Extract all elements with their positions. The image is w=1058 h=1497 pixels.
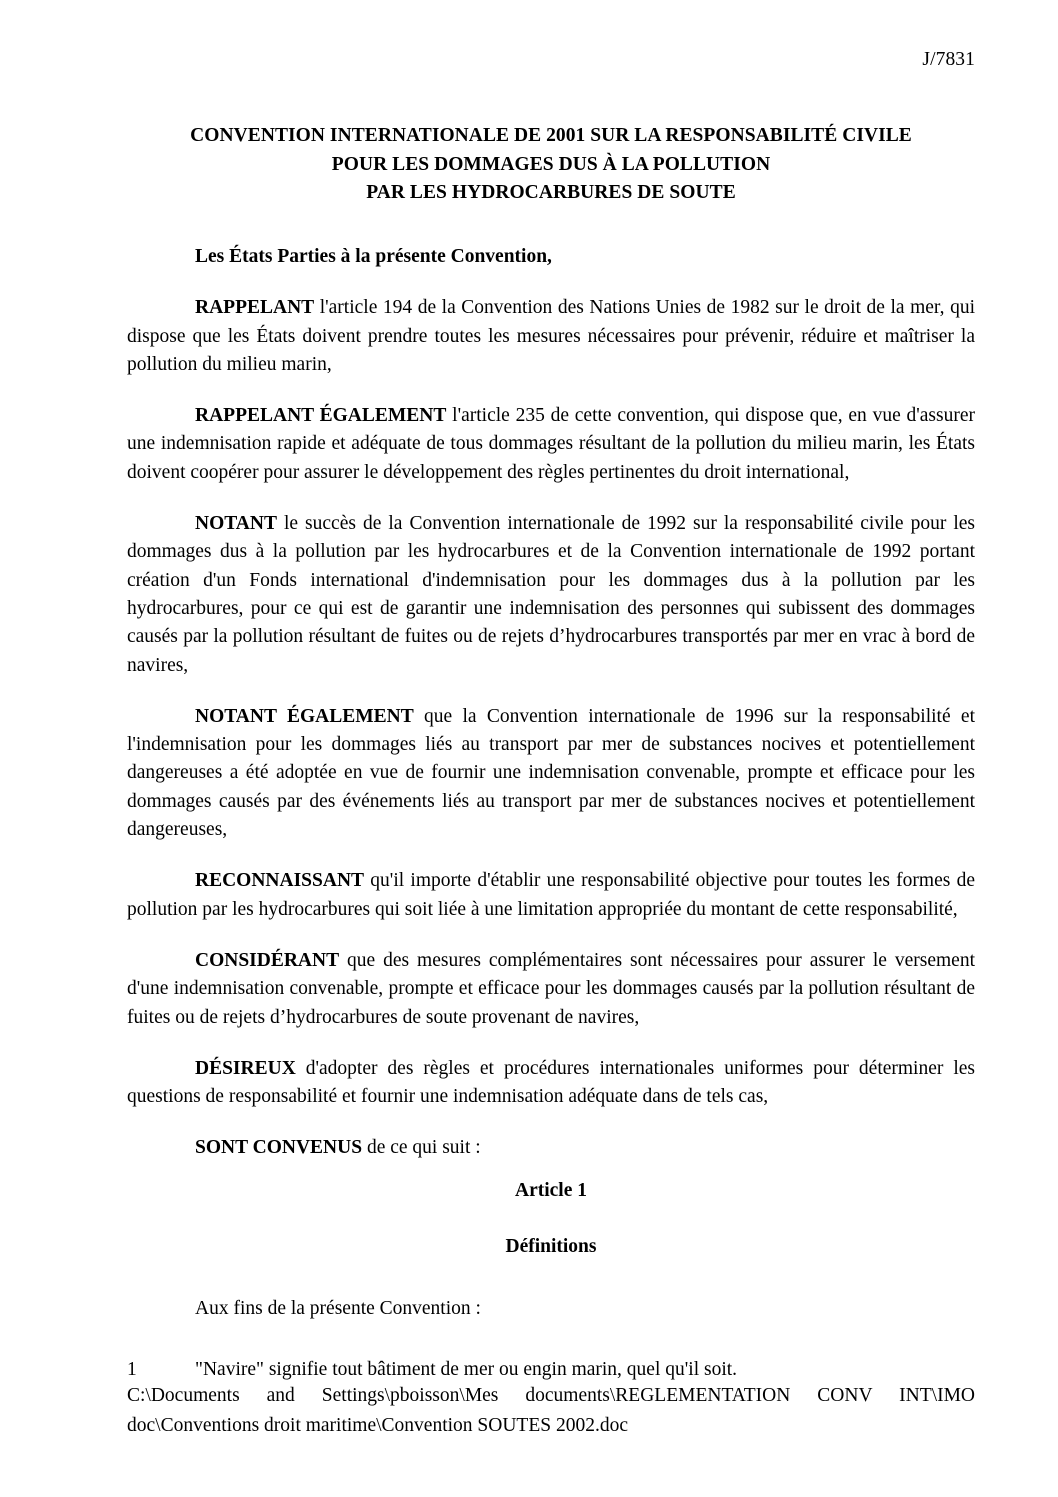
article-subheading: Définitions	[505, 1236, 597, 1258]
paragraph-lead-rappelant: RAPPELANT	[195, 297, 315, 319]
document-title-line-2: POUR LES DOMMAGES DUS À LA POLLUTION	[331, 153, 771, 175]
definition-text: "Navire" signifie tout bâtiment de mer ou engin marin, quel qu'il soit.	[195, 1358, 738, 1380]
paragraph-lead-reconnaissant: RECONNAISSANT	[195, 870, 365, 892]
paragraph-text-considerant: que des mesures complémentaires sont nécessaires pour assurer le versement d'une indemnisation convenable, prompte et efficace pour les dommages causés par la pollution résultant de fuites ou de rejets d’hydrocarbures de soute provenant de navires,	[127, 949, 975, 1028]
preamble-paragraph-rappelant-egalement	[127, 402, 975, 487]
preamble-paragraph-reconnaissant	[127, 867, 975, 924]
paragraph-text-rappelant-egalement: l'article 235 de cette convention, qui dispose que, en vue d'assurer une indemnisation rapide et adéquate de tous dommages résultant de la pollution du milieu marin, les États doivent coopérer pour assurer le développement des règles pertinentes du droit international,	[127, 405, 975, 483]
preamble-paragraph-rappelant	[127, 294, 975, 379]
paragraph-text-rappelant: l'article 194 de la Convention des Nations Unies de 1982 sur le droit de la mer, qui dispose que les États doivent prendre toutes les mesures nécessaires pour prévenir, réduire et maîtriser la pollution du milieu marin,	[127, 297, 975, 375]
preamble-paragraph-desireux	[127, 1055, 975, 1112]
paragraph-text-sont-convenus: de ce qui suit :	[362, 1137, 481, 1159]
document-title-line-3: PAR LES HYDROCARBURES DE SOUTE	[366, 182, 736, 203]
paragraph-text-notant: le succès de la Convention internationale de 1992 sur la responsabilité civile pour les dommages dus à la pollution par les hydrocarbures et de la Convention internationale de 1992 portant création d'un Fonds international d'indemnisation pour les dommages dus à la pollution par les hydrocarbures, pour ce qui est de garantir une indemnisation des personnes qui subissent des dommages causés par la pollution résultant de fuites ou de rejets d’hydrocarbures transportés par mer en vrac à bord de navires,	[127, 513, 975, 676]
preamble-paragraph-notant-egalement	[127, 703, 975, 844]
footer-path-line-2: doc\Conventions droit maritime\Convention SOUTES 2002.doc	[127, 1415, 629, 1436]
article-section	[127, 1177, 975, 1384]
article-intro-line: Aux fins de la présente Convention :	[195, 1297, 481, 1319]
paragraph-lead-considerant: CONSIDÉRANT	[195, 949, 340, 971]
paragraph-lead-sont-convenus: SONT CONVENUS	[195, 1137, 363, 1159]
paragraph-text-reconnaissant: qu'il importe d'établir une responsabilité objective pour toutes les formes de pollution par les hydrocarbures qui soit liée à une limitation appropriée du montant de cette responsabilité,	[127, 870, 975, 920]
definition-number: 1	[127, 1358, 137, 1380]
document-footer-path	[127, 1381, 975, 1441]
paragraph-lead-rappelant-egalement: RAPPELANT ÉGALEMENT	[195, 405, 447, 427]
preamble-body	[127, 243, 975, 1163]
preamble-paragraph-sont-convenus	[127, 1134, 975, 1162]
paragraph-lead-notant-egalement: NOTANT ÉGALEMENT	[195, 705, 414, 727]
paragraph-lead-notant: NOTANT	[195, 513, 277, 535]
document-title-line-1: CONVENTION INTERNATIONALE DE 2001 SUR LA RESPONSABILITÉ CIVILE	[190, 125, 912, 146]
definition-item	[127, 1356, 975, 1384]
paragraph-text-notant-egalement: que la Convention internationale de 1996 sur la responsabilité et l'indemnisation pour les dommages liés au transport par mer de substances nocives et potentiellement dangereuses a été adoptée en vue de fournir une indemnisation convenable, prompte et efficace pour les dommages causés par des événements liés au transport par mer de substances nocives et potentiellement dangereuses,	[127, 705, 975, 841]
paragraph-text-desireux: d'adopter des règles et procédures internationales uniformes pour déterminer les questions de responsabilité et fournir une indemnisation adéquate dans de tels cas,	[127, 1057, 975, 1108]
document-title	[127, 122, 975, 208]
preamble-opening-line: Les États Parties à la présente Convention,	[195, 246, 552, 267]
preamble-paragraph-considerant	[127, 947, 975, 1032]
paragraph-lead-desireux: DÉSIREUX	[195, 1057, 296, 1079]
article-heading: Article 1	[514, 1180, 587, 1201]
footer-path-line-1: C:\Documents and Settings\pboisson\Mes documents\REGLEMENTATION CONV INT\IMO	[127, 1385, 975, 1406]
preamble-paragraph-notant	[127, 510, 975, 680]
document-reference-header: J/7831	[922, 49, 975, 70]
